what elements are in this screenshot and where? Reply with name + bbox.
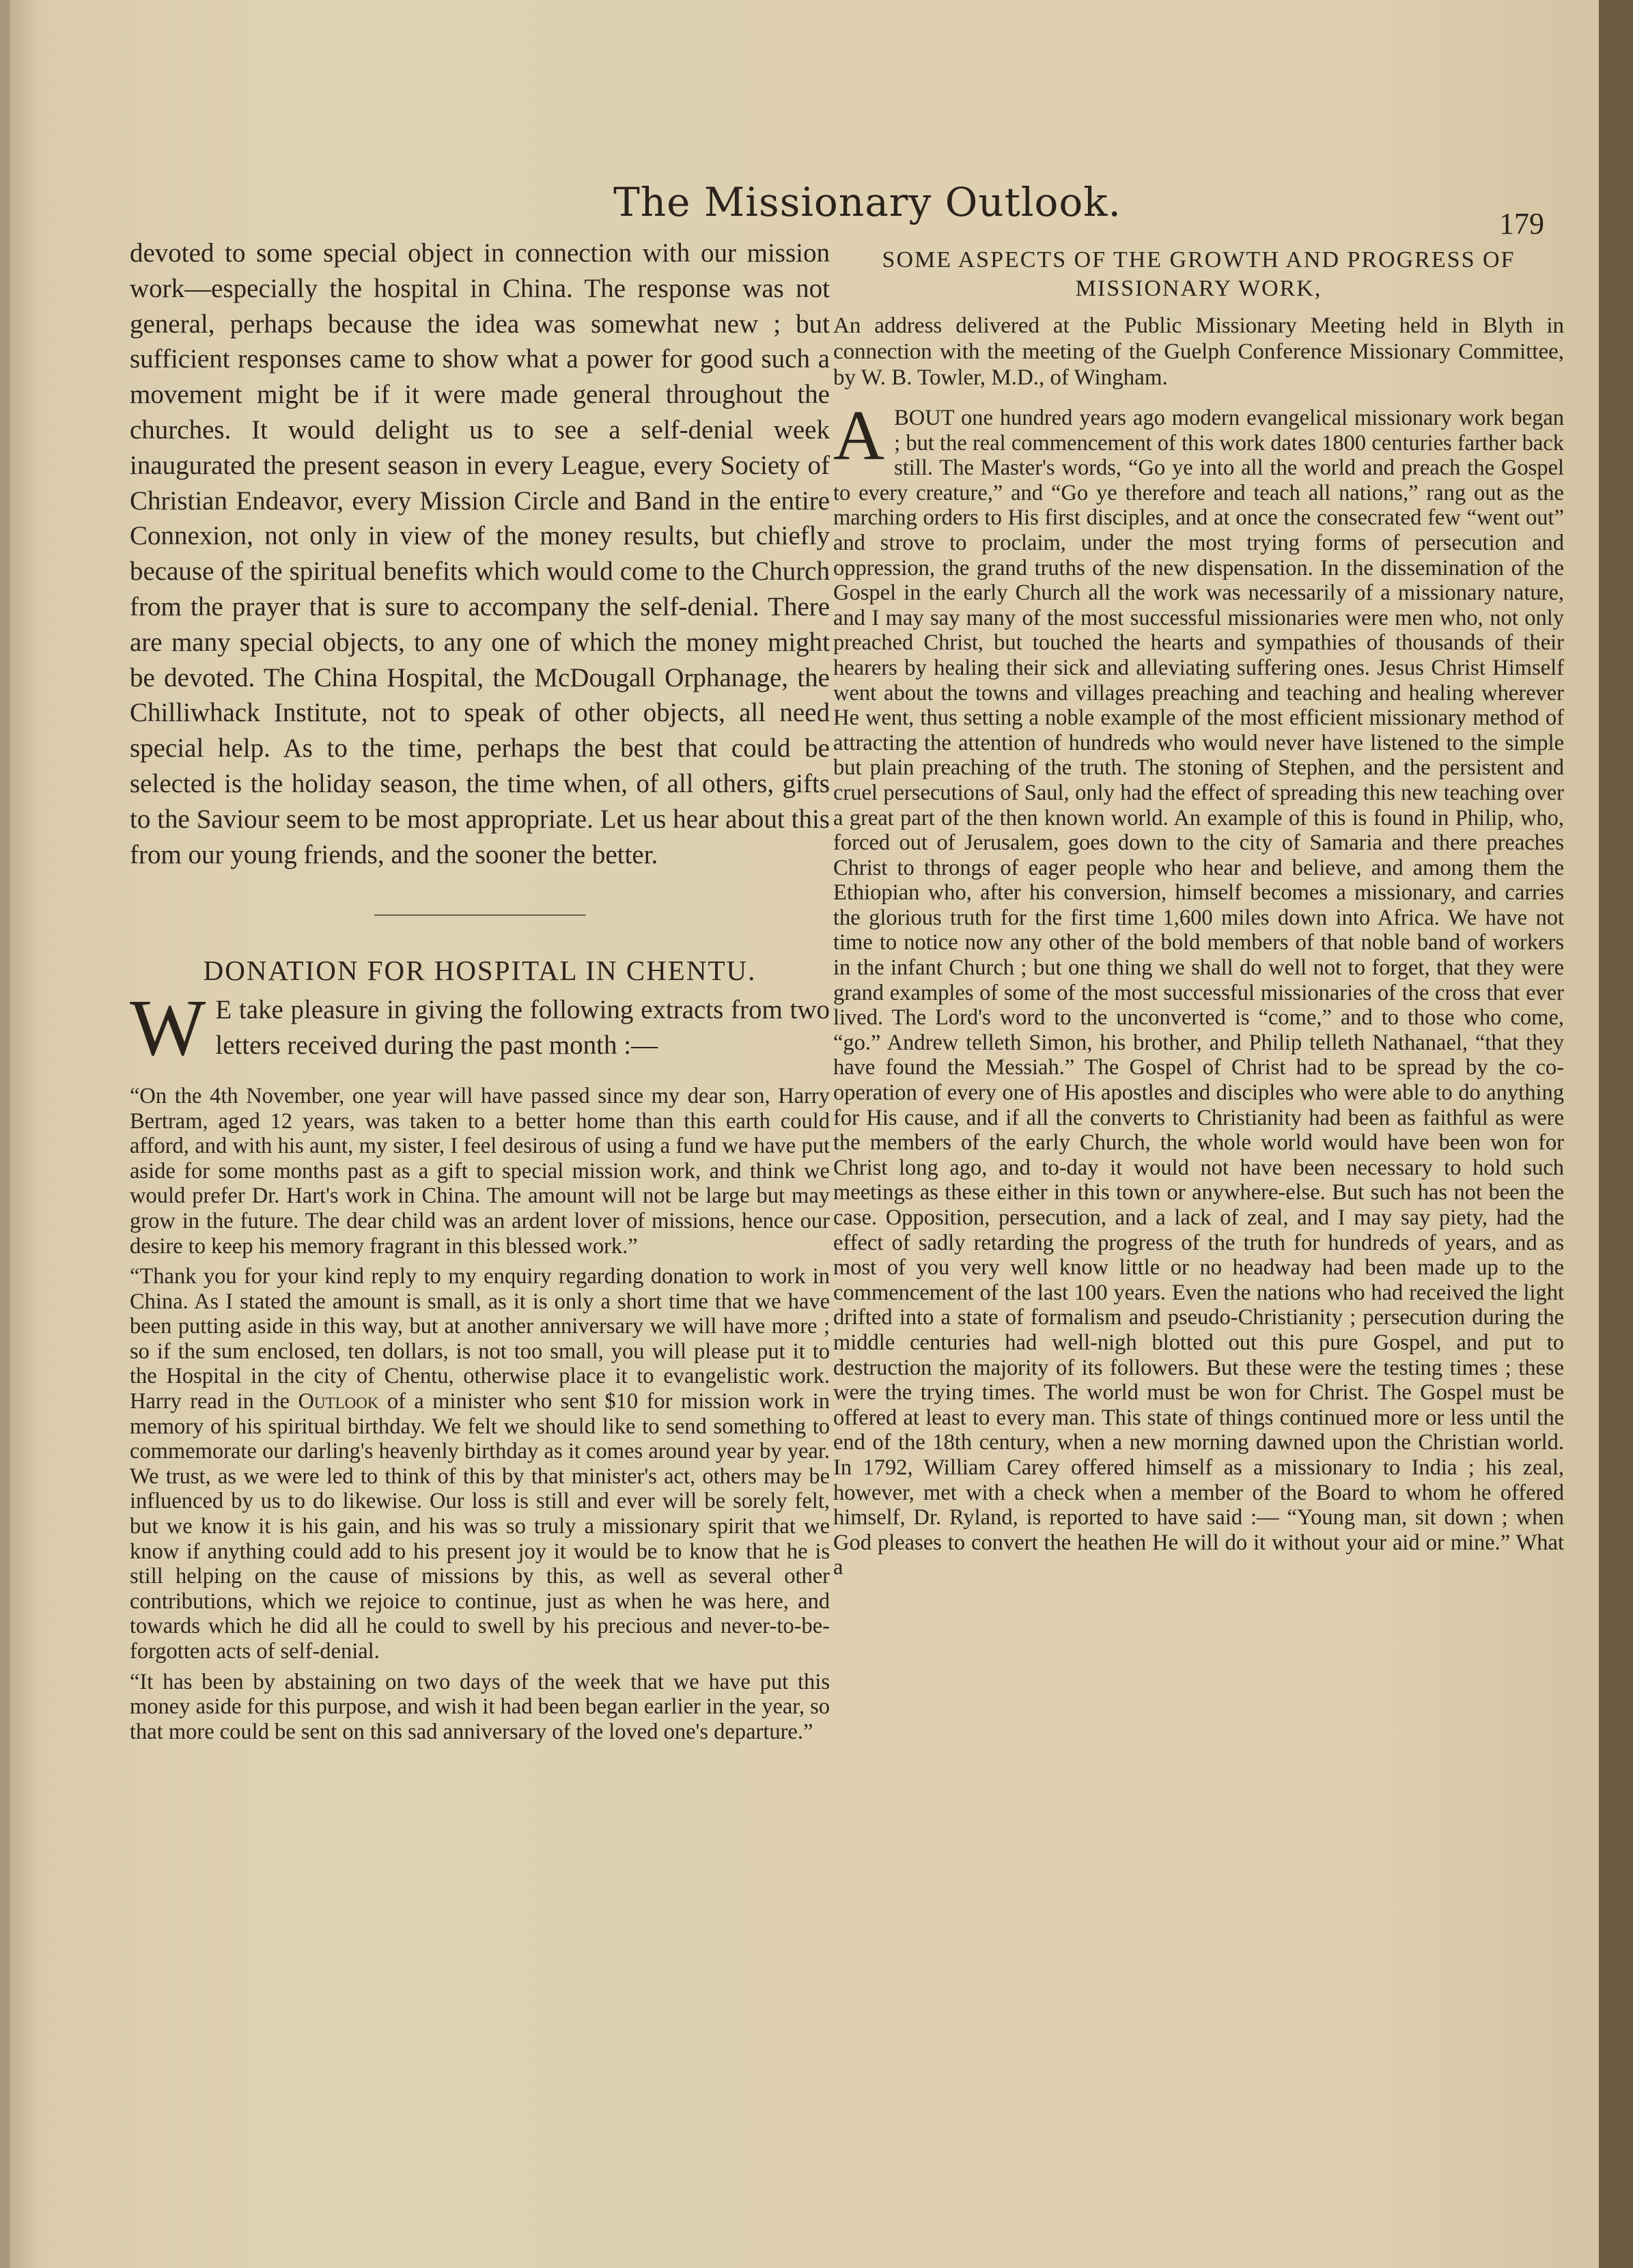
- intro-paragraph: devoted to some special object in connection with our mission work—especially the hospital in China. The response was not general, perhaps because the idea was somewhat new ; but sufficient responses came to show what a power for good such a movement might be if it were made general throughout the churches. It would delight us to see a self-denial week inaugurated the present season in every League, every Society of Christian Endeavor, every Mission Circle and Band in the entire Connexion, not only in view of the money results, but chiefly because of the spiritual benefits which would come to the Church from the prayer that is sure to accompany the self-denial. There are many special objects, to any one of which the money might be devoted. The China Hospital, the McDougall Orphanage, the Chilliwhack Institute, not to speak of other objects, all need special help. As to the time, perhaps the best that could be selected is the holiday season, the time when, of all others, gifts to the Saviour seem to be most appropriate. Let us hear about this from our young friends, and the sooner the better.: [130, 238, 830, 869]
- address-subtitle: An address delivered at the Public Missionary Meeting held in Blyth in connection with the meeting of the Guelph Conference Missionary Committee, by W. B. Towler, M.D., of Wingham.: [833, 313, 1564, 390]
- donation-article-heading: DONATION FOR HOSPITAL IN CHENTU.: [203, 955, 757, 987]
- left-column: [130, 236, 830, 1750]
- outlook-smallcaps: Outlook: [298, 1389, 379, 1414]
- page-left-edge: [0, 0, 10, 2268]
- letter-paragraph-text: “Thank you for your kind reply to my enquiry regarding donation to work in China. As I stated the amount is small, as it is only a short time that we have been putting aside in this way, but at another anniversary we will have more ; so if the sum enclosed, ten dollars, is not too small, you will please put it to the Hospital in the city of Chentu, otherwise place it to evangelistic work. Harry read in the: [130, 1264, 830, 1414]
- letter-paragraph: “It has been by abstaining on two days of the week that we have put this money aside for this purpose, and wish it had been began earlier in the year, so that more could be sent on this sad anniversary of the loved one's departure.”: [130, 1669, 830, 1744]
- letter-paragraph: [130, 1264, 830, 1664]
- letter-paragraph: “On the 4th November, one year will have passed since my dear son, Harry Bertram, aged 12 years, was taken to a better home than this earth could afford, and with his aunt, my sister, I feel desirous of using a fund we have put aside for some months past as a gift to special mission work, and think we would prefer Dr. Hart's work in China. The amount will not be large but may grow in the future. The dear child was an ardent lover of missions, hence our desire to keep his memory fragrant in this blessed work.”: [130, 1083, 830, 1259]
- aspects-body-text: BOUT one hundred years ago modern evangelical missionary work began ; but the real commencement of this work dates 1800 centuries farther back still. The Master's words, “Go ye into all the world and preach the Gospel to every creature,” and “Go ye therefore and teach all nations,” rang out as the marching orders to His first disciples, and at once the consecrated few “went out” and strove to proclaim, under the most trying forms of persecution and oppression, the grand truths of the new dispensation. In the dissemination of the Gospel in the early Church all the work was necessarily of a missionary nature, and I may say many of the most successful missionaries were men who, not only preached Christ, but touched the hearts and sympathies of thousands of their hearers by healing their sick and alleviating suffering ones. Jesus Christ Himself went about the towns and villages preaching and teaching and healing wherever He went, thus setting a noble example of the most efficient missionary method of attracting the attention of hundreds who would never have listened to the simple but plain preaching of the truth. The stoning of Stephen, and the persistent and cruel persecutions of Saul, only had the effect of spreading this new teaching over a great part of the then known world. An example of this is found in Philip, who, forced out of Jerusalem, goes down to the city of Samaria and there preaches Christ to throngs of eager people who hear and believe, and among them the Ethiopian who, after his conversion, himself becomes a missionary, and carries the glorious truth for the first time 1,600 miles down into Africa. We have not time to notice now any other of the bold members of that noble band of workers in the infant Church ; but one thing we shall do well not to forget, that they were grand examples of some of the most successful missionaries of the cross that ever lived. The Lord's word to the unconverted is “come,” and to those who come, “go.” Andrew telleth Simon, his brother, and Philip telleth Nathanael, “that they have found the Messiah.” The Gospel of Christ had to be spread by the co-operation of every one of His apostles and disciples who were able to do anything for His cause, and if all the converts to Christianity had been as faithful as were the members of the early Church, the whole world would have been won for Christ long ago, and to-day it would not have been necessary to hold such meetings as these either in this town or anywhere-else. But such has not been the case. Opposition, persecution, and a lack of zeal, and I may say piety, had the effect of sadly retarding the progress of the truth for hundreds of years, and as most of you very well know little or no headway had been made up to the commencement of the last 100 years. Even the nations who had received the light drifted into a state of formalism and pseudo-Christianity ; persecution during the middle centuries had well-nigh blotted out this pure Gospel, and put to destruction the majority of its followers. But these were the testing times ; these were the trying times. The world must be won for Christ. The Gospel must be offered at least to every man. This state of things continued more or less until the end of the 18th century, when a new morning dawned upon the Christian world. In 1792, William Carey offered himself as a missionary to India ; his zeal, however, met with a check when a member of the Board to whom he offered himself, Dr. Ryland, is reported to have said :— “Young man, sit down ; when God pleases to convert the heathen He will do it without your aid or mine.” What a: [833, 406, 1564, 1580]
- letter-extracts: [130, 1084, 830, 1744]
- donation-dropcap: W: [130, 983, 206, 1073]
- page-header-title: The Missionary Outlook.: [613, 179, 1121, 225]
- donation-lead: [130, 983, 830, 1073]
- aspects-body: [833, 396, 1564, 1580]
- letter-paragraph-continuation: of a minister who sent $10 for mission work in memory of his spiritual birthday. We felt we should like to send something to commemorate our darling's heavenly birthday as it comes around year by year. We trust, as we were led to think of this by that minister's act, others may be influenced by us to do likewise. Our loss is still and ever will be sorely felt, but we know it is his gain, and his was so truly a missionary spirit that we know if anything could add to his present joy it would be to know that he is still helping on the cause of missions by this, as well as several other contributions, which we rejoice to continue, just as when he was here, and towards which he did all he could to swell by his precious and never-to-be-forgotten acts of self-denial.: [130, 1389, 831, 1664]
- section-divider: [374, 914, 586, 916]
- aspects-dropcap: A: [833, 396, 885, 475]
- page-right-edge: [1599, 0, 1633, 2268]
- right-column: [833, 246, 1564, 1580]
- page-number: 179: [1499, 207, 1544, 240]
- aspects-article-heading: SOME ASPECTS OF THE GROWTH AND PROGRESS OF MISSIONARY WORK,: [882, 247, 1516, 301]
- donation-lead-text: E take pleasure in giving the following extracts from two letters received during the past month :—: [215, 995, 830, 1061]
